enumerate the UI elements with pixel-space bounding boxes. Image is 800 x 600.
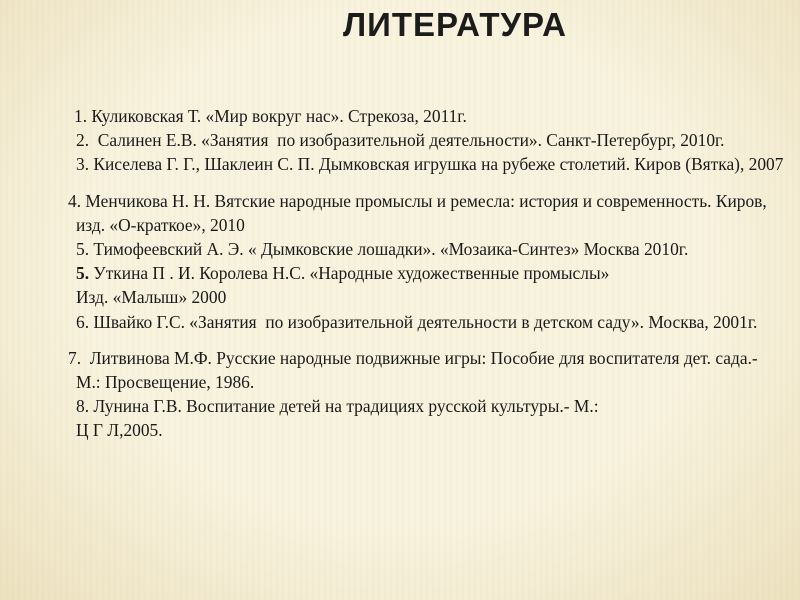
bibliography-group-2 bbox=[64, 189, 784, 334]
entry-text: 8. Лунина Г.В. Воспитание детей на традициях русской культуры.- М.: bbox=[76, 396, 599, 417]
list-item bbox=[64, 346, 784, 394]
entry-text: 7. Литвинова М.Ф. Русские народные подвижные игры: Пособие для воспитателя дет. сада.- М.: Просвещение, 1986. bbox=[68, 347, 763, 393]
bibliography-group-1 bbox=[64, 104, 784, 177]
entry-text: Ц Г Л,2005. bbox=[76, 420, 163, 441]
entry-text: 3. Киселева Г. Г., Шаклеин С. П. Дымковская игрушка на рубеже столетий. Киров (Вятка), 2007 bbox=[76, 154, 784, 175]
list-item bbox=[64, 418, 784, 442]
entry-text: 6. Швайко Г.С. «Занятия по изобразительной деятельности в детском саду». Москва, 2001г. bbox=[76, 311, 758, 332]
list-item bbox=[64, 394, 784, 418]
bibliography-list bbox=[64, 104, 784, 455]
entry-text: 5. Уткина П . И. Королева Н.С. «Народные художественные промыслы» bbox=[76, 263, 610, 284]
entry-number: 5. bbox=[76, 263, 90, 284]
entry-text: Изд. «Малыш» 2000 bbox=[76, 287, 227, 308]
entry-text: 5. Тимофеевский А. Э. « Дымковские лошадки». «Мозаика-Синтез» Москва 2010г. bbox=[76, 239, 689, 260]
list-item bbox=[64, 128, 784, 152]
bibliography-group-3 bbox=[64, 346, 784, 443]
list-item bbox=[64, 285, 784, 309]
list-item bbox=[64, 237, 784, 261]
entry-text: 2. Салинен Е.В. «Занятия по изобразительной деятельности». Санкт-Петербург, 2010г. bbox=[76, 130, 725, 151]
list-item bbox=[64, 104, 784, 128]
page-title: ЛИТЕРАТУРА bbox=[343, 6, 567, 43]
list-item bbox=[64, 152, 784, 176]
entry-text: 1. Куликовская Т. «Мир вокруг нас». Стрекоза, 2011г. bbox=[74, 106, 467, 126]
list-item bbox=[64, 189, 784, 237]
entry-text: 4. Менчикова Н. Н. Вятские народные промыслы и ремесла: история и современность. Киров, изд. «О-краткое», 2010 bbox=[68, 190, 772, 235]
list-item bbox=[64, 261, 784, 285]
title-bar bbox=[0, 0, 800, 62]
list-item bbox=[64, 310, 784, 334]
